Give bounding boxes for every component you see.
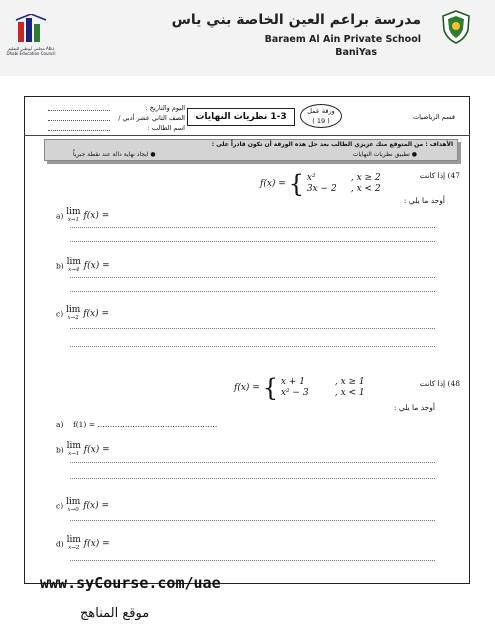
- q48-part-d: d) lim x→2 f(x) =: [56, 535, 110, 551]
- school-header: [0, 0, 495, 76]
- q48-b-answer-line-2[interactable]: [70, 478, 435, 479]
- q48-c-answer-line-1[interactable]: [70, 520, 435, 521]
- day-date-field[interactable]: [48, 104, 110, 111]
- q47-a-answer-line-1[interactable]: [70, 227, 435, 228]
- q48-part-a: a) f(1) = …………………………………………: [56, 420, 218, 429]
- footer-url[interactable]: www.syCourse.com/uae: [40, 574, 221, 592]
- day-date-label: اليوم والتاريخ :: [145, 104, 185, 112]
- q47-a-answer-line-2[interactable]: [70, 241, 435, 242]
- school-city: BaniYas: [335, 47, 377, 58]
- q48-d-answer-line-1[interactable]: [70, 560, 435, 561]
- department-label: قسم الرياضيات: [412, 113, 455, 121]
- brace-icon: {: [262, 374, 278, 402]
- q48-a-expression[interactable]: f(1) = …………………………………………: [72, 420, 218, 429]
- q48-function: f(x) = { x + 1 , x ≥ 1 x² − 3 , x < 1: [234, 374, 365, 402]
- brace-icon: {: [288, 170, 304, 198]
- q48-b-answer-line-1[interactable]: [70, 462, 435, 463]
- grade-label: الصف الثاني عشر أدبي /: [118, 114, 185, 122]
- school-crest-icon: [441, 10, 471, 44]
- q47-part-b: b) lim x→4 f(x) =: [56, 257, 110, 273]
- grade-field[interactable]: [48, 114, 110, 121]
- bullet-icon: ●: [409, 151, 417, 158]
- q48-prompt: 48) إذا كانت: [419, 379, 460, 388]
- student-name-label: اسم الطالب :: [147, 124, 185, 132]
- q47-c-answer-line-2[interactable]: [70, 346, 435, 347]
- q47-c-answer-line-1[interactable]: [70, 328, 435, 329]
- q47-function: f(x) = { x² , x ≥ 2 3x − 2 , x < 2: [260, 170, 381, 198]
- goals-box: [44, 139, 458, 161]
- q47-prompt: 47) إذا كانت: [419, 171, 460, 180]
- worksheet-number: ( 19 ): [312, 117, 330, 125]
- school-name-english: Baraem Al Ain Private School: [264, 34, 421, 45]
- worksheet-title: 1-3 نظريات النهايات: [187, 108, 295, 126]
- footer-site-name: موقع المناهج: [80, 606, 150, 621]
- q48-part-c: c) lim x→0 f(x) =: [56, 497, 110, 513]
- q47-b-answer-line-2[interactable]: [70, 291, 435, 292]
- q47-part-a: a) lim x→1 f(x) =: [56, 207, 110, 223]
- q47-part-c: c) lim x→2 f(x) =: [56, 305, 110, 321]
- school-name-arabic: مدرسة براعم العين الخاصة بني ياس: [171, 12, 421, 28]
- student-name-field[interactable]: [48, 124, 110, 131]
- council-caption: مجلس أبوظبي للتعليم Abu Dhabi Education Council: [6, 46, 56, 56]
- q48-part-b: b) lim x→1 f(x) =: [56, 441, 110, 457]
- q48-find-text: أوجد ما يلي :: [393, 403, 435, 412]
- education-council-logo-icon: [14, 14, 48, 44]
- worksheet-number-oval: [300, 104, 342, 128]
- goal-2: ● ايجاد نهاية دالة عند نقطة جبرياً: [73, 151, 156, 158]
- goals-heading: الأهداف : من المتوقع منك عزيزي الطالب بعد حل هذه الورقة أن تكون قادراً على :: [211, 141, 453, 148]
- q47-b-answer-line-1[interactable]: [70, 277, 435, 278]
- goal-1: ● تطبيق نظريات النهايات: [352, 151, 417, 158]
- bullet-icon: ●: [148, 151, 156, 158]
- worksheet-label: ورقة عمل: [307, 107, 335, 115]
- q47-find-text: أوجد ما يلي :: [403, 196, 445, 205]
